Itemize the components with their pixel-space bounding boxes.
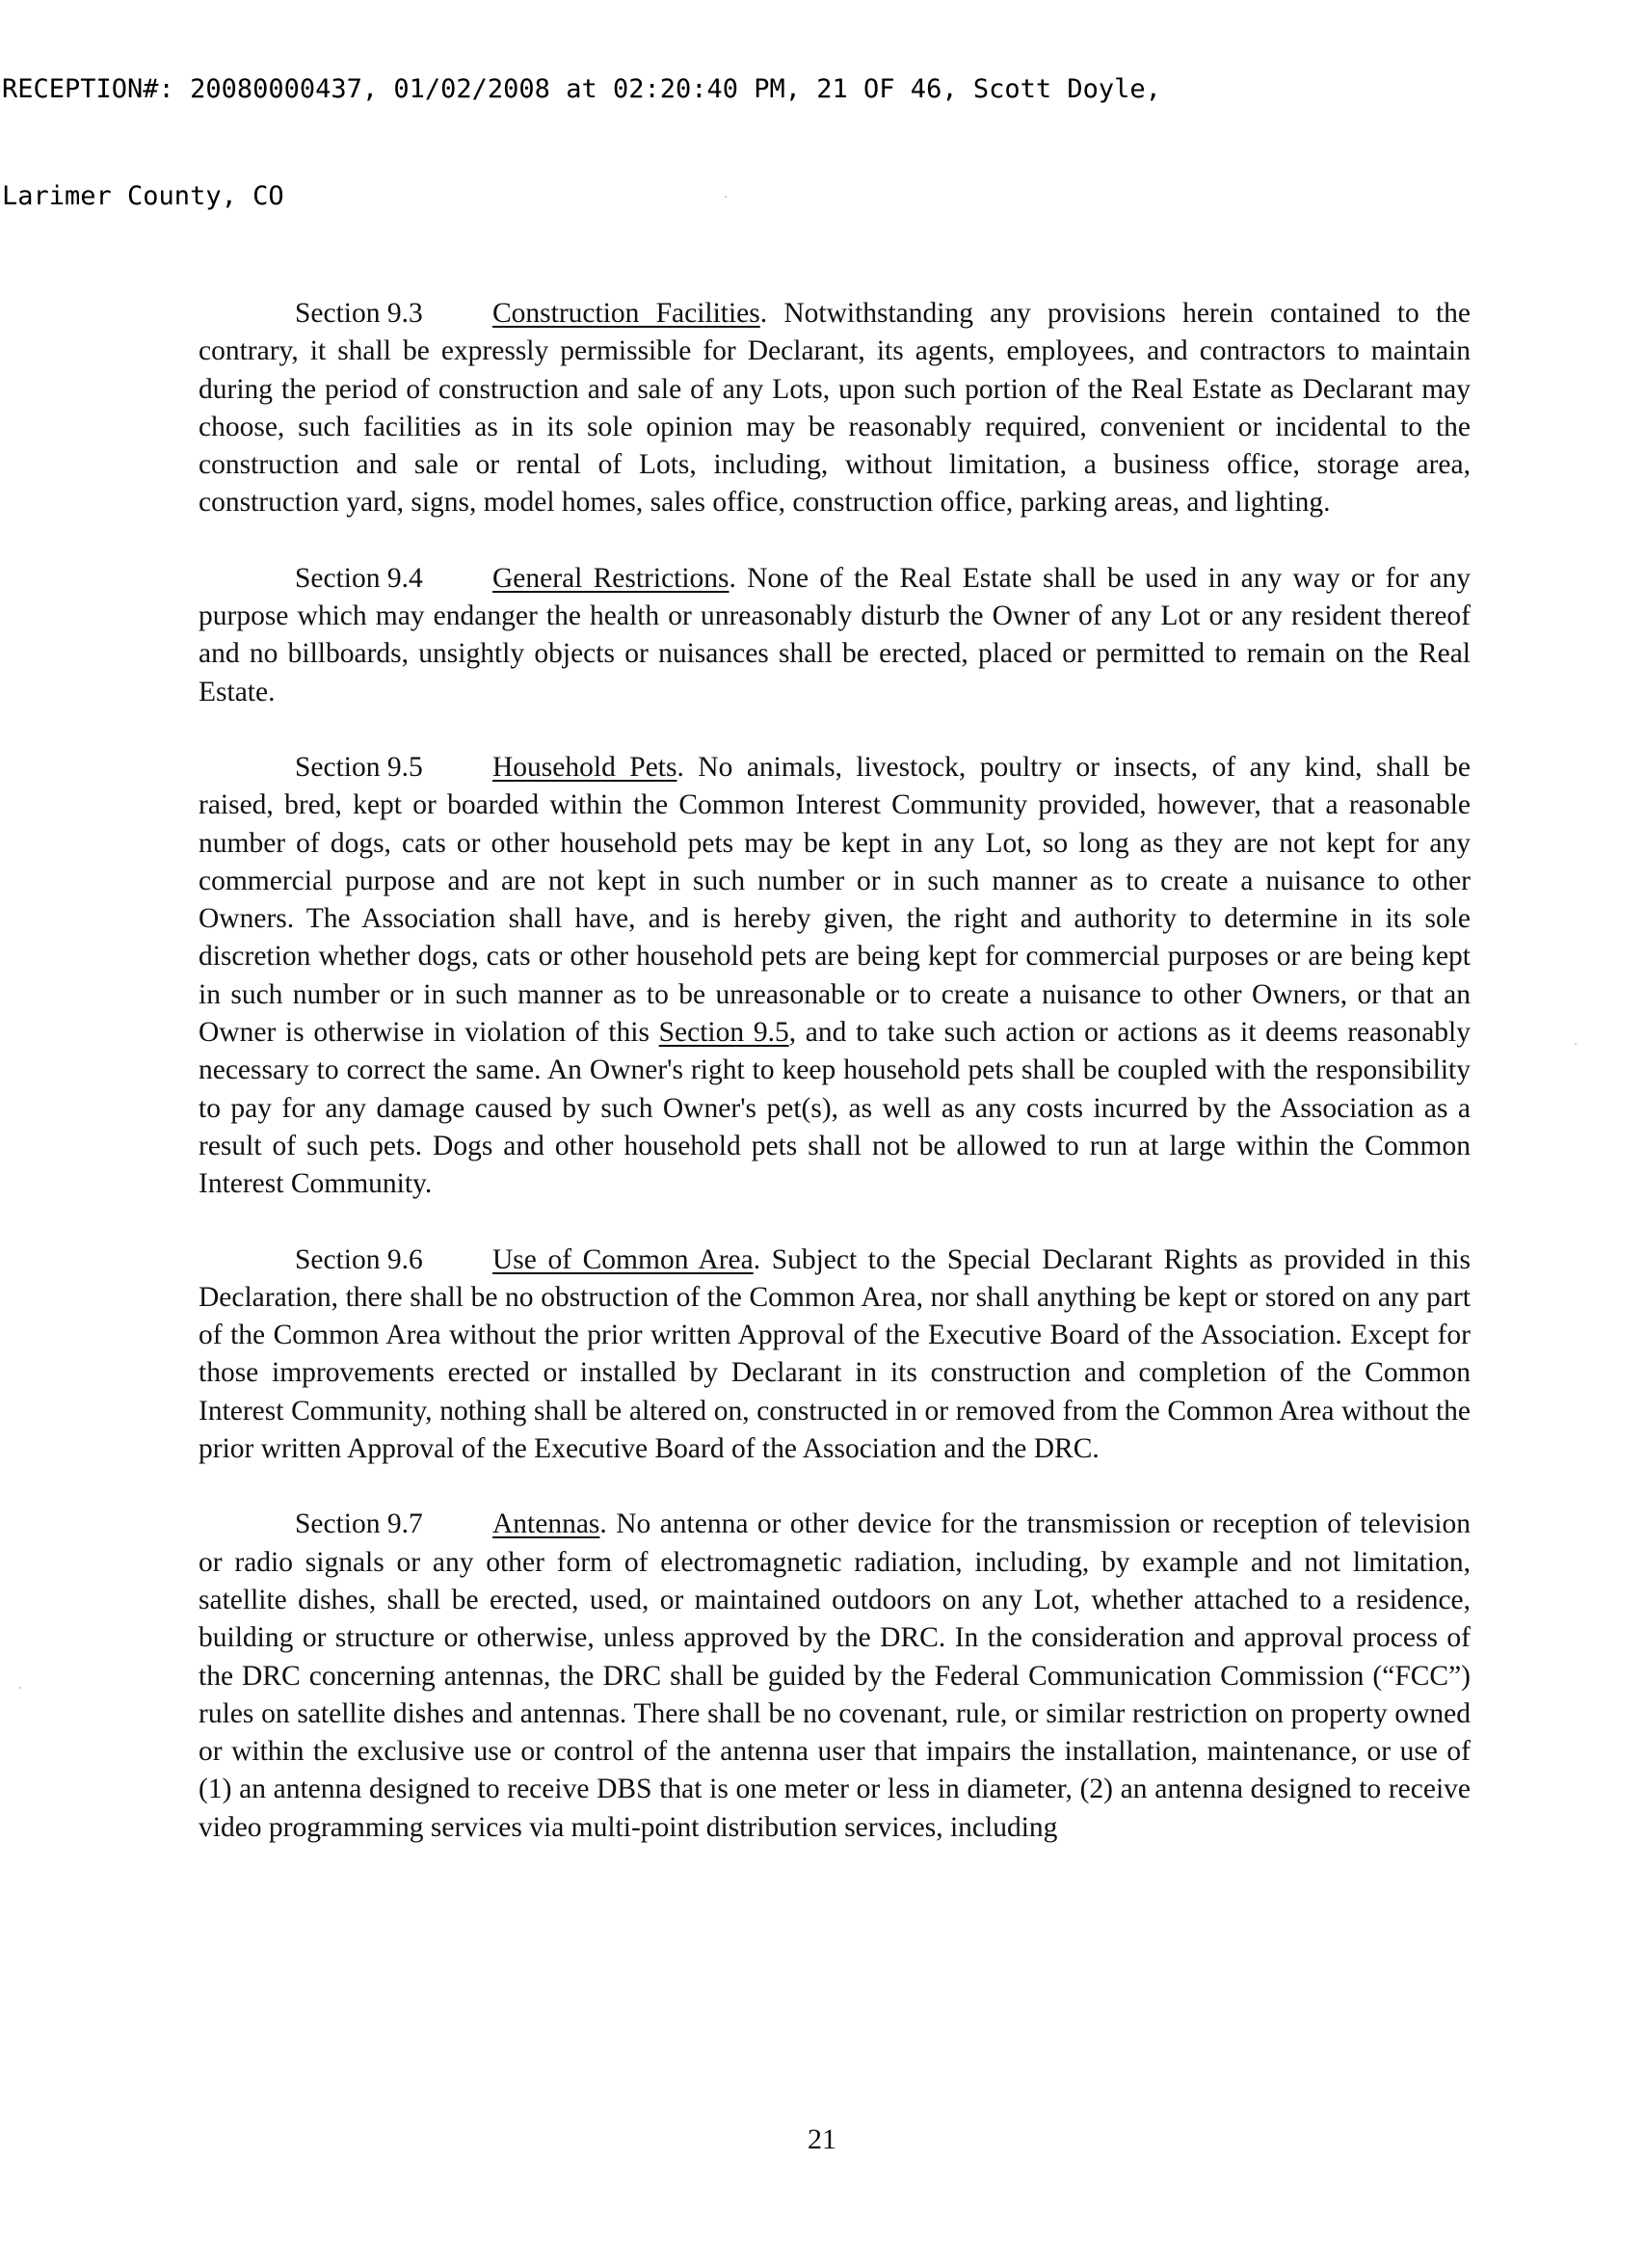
recording-header-line-1: RECEPTION#: 20080000437, 01/02/2008 at 02:20:40 PM, 21 OF 46, Scott Doyle, (2, 74, 1161, 104)
scan-speck (725, 196, 727, 198)
section-9-4 (199, 560, 1471, 711)
section-number: Section 9.5 (295, 751, 423, 783)
scan-speck (19, 1687, 21, 1689)
section-text: . No animals, livestock, poultry or insects, of any kind, shall be raised, bred, kept or boarded within the Common Interest Community provided, however, that a reasonable number of dogs, cats or other household pets may be kept in any Lot, so long as they are not kept for any commercial purpose and are not kept in such number or in such manner as to create a nuisance to other Owners. The Association shall have, and is hereby given, the right and authority to determine in its sole discretion whether dogs, cats or other household pets are being kept for commercial purposes or are being kept in such number or in such manner as to be unreasonable or to create a nuisance to other Owners, or that an Owner is otherwise in violation of this (199, 751, 1471, 1049)
section-number: Section 9.4 (295, 562, 423, 594)
section-text: . None of the Real Estate shall be used in any way or for any purpose which may endanger the health or unreasonably disturb the Owner of any Lot or any resident thereof and no billboards, unsightly objects or nuisances shall be erected, placed or permitted to remain on the Real Estate. (199, 562, 1471, 707)
section-title: General Restrictions (492, 562, 729, 594)
section-9-3 (199, 295, 1471, 522)
section-9-6 (199, 1241, 1471, 1469)
section-cross-reference: Section 9.5 (658, 1017, 789, 1049)
page-number: 21 (808, 2123, 836, 2155)
section-number: Section 9.6 (295, 1243, 423, 1275)
recording-header (0, 0, 1544, 285)
section-title: Use of Common Area (492, 1243, 754, 1275)
section-title: Antennas (492, 1508, 600, 1540)
section-text: . Notwithstanding any provisions herein contained to the contrary, it shall be expressly permissible for Declarant, its agents, employees, and contractors to maintain during the period of construction and sale of any Lots, upon such portion of the Real Estate as Declarant may choose, such facilities as in its sole opinion may be reasonably required, convenient or incidental to the construction and sale or rental of Lots, including, without limitation, a business office, storage area, construction yard, signs, model homes, sales office, construction office, parking areas, and lighting. (199, 298, 1471, 519)
section-text-continued: , and to take such action or actions as it deems reasonably necessary to correct the same. An Owner's right to keep household pets shall be coupled with the responsibility to pay for any damage caused by such Owner's pet(s), as well as any costs incurred by the Association as a result of such pets. Dogs and other household pets shall not be allowed to run at large within the Common Interest Community. (199, 1017, 1471, 1200)
section-title: Construction Facilities (492, 298, 760, 329)
scan-speck (1575, 1043, 1577, 1045)
section-9-7 (199, 1506, 1471, 1847)
recording-header-line-2: Larimer County, CO (2, 181, 284, 211)
section-text: . Subject to the Special Declarant Rights as provided in this Declaration, there shall be no obstruction of the Common Area, nor shall anything be kept or stored on any part of the Common Area without the prior written Approval of the Executive Board of the Association. Except for those improvements erected or installed by Declarant in its construction and completion of the Common Interest Community, nothing shall be altered on, constructed in or removed from the Common Area without the prior written Approval of the Executive Board of the Association and the DRC. (199, 1243, 1471, 1465)
document-body (199, 295, 1471, 1884)
section-text: . No antenna or other device for the transmission or reception of television or radio signals or any other form of electromagnetic radiation, including, by example and not limitation, satellite dishes, shall be erected, used, or maintained outdoors on any Lot, whether attached to a residence, building or structure or otherwise, unless approved by the DRC. In the consideration and approval process of the DRC concerning antennas, the DRC shall be guided by the Federal Communication Commission (“FCC”) rules on satellite dishes and antennas. There shall be no covenant, rule, or similar restriction on property owned or within the exclusive use or control of the antenna user that impairs the installation, maintenance, or use of (1) an antenna designed to receive DBS that is one meter or less in diameter, (2) an antenna designed to receive video programming services via multi-point distribution services, including (199, 1508, 1471, 1843)
section-number: Section 9.7 (295, 1508, 423, 1540)
section-title: Household Pets (492, 751, 677, 783)
section-9-5 (199, 749, 1471, 1204)
section-number: Section 9.3 (295, 298, 423, 329)
